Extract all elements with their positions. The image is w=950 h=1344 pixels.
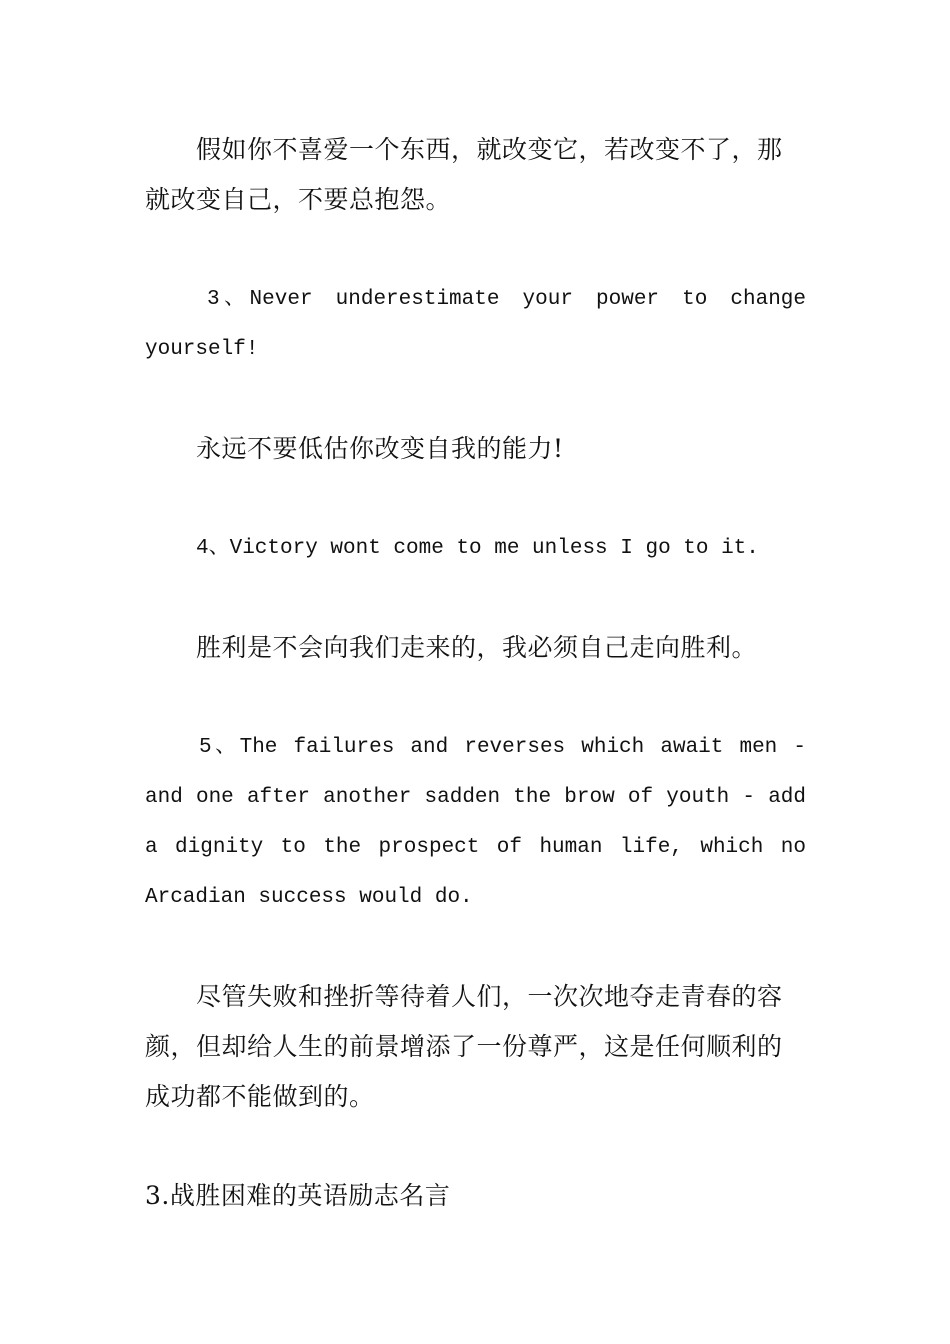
section-heading: 3.战胜困难的英语励志名言 bbox=[145, 1181, 451, 1210]
paragraph-quote-4-chinese: 胜利是不会向我们走来的，我必须自己走向胜利。 bbox=[196, 633, 758, 662]
paragraph-quote-5-chinese: 尽管失败和挫折等待着人们，一次次地夺走青春的容颜，但却给人生的前景增添了一份尊严，这是任何顺利的成功都不能做到的。 bbox=[145, 982, 783, 1111]
paragraph-quote-5-english: 5、The failures and reverses which await men - and one after another sadden the brow of youth - add a dignity to the prospect of human life, which no Arcadian success would do. bbox=[145, 736, 806, 909]
paragraph-quote-4-english: 4、Victory wont come to me unless I go to it. bbox=[196, 537, 759, 560]
paragraph-quote-2-chinese: 假如你不喜爱一个东西，就改变它，若改变不了，那就改变自己，不要总抱怨。 bbox=[145, 135, 783, 214]
paragraph-quote-3-chinese: 永远不要低估你改变自我的能力! bbox=[196, 434, 564, 463]
paragraph-quote-3-english: 3、Never underestimate your power to change yourself! bbox=[145, 288, 806, 361]
